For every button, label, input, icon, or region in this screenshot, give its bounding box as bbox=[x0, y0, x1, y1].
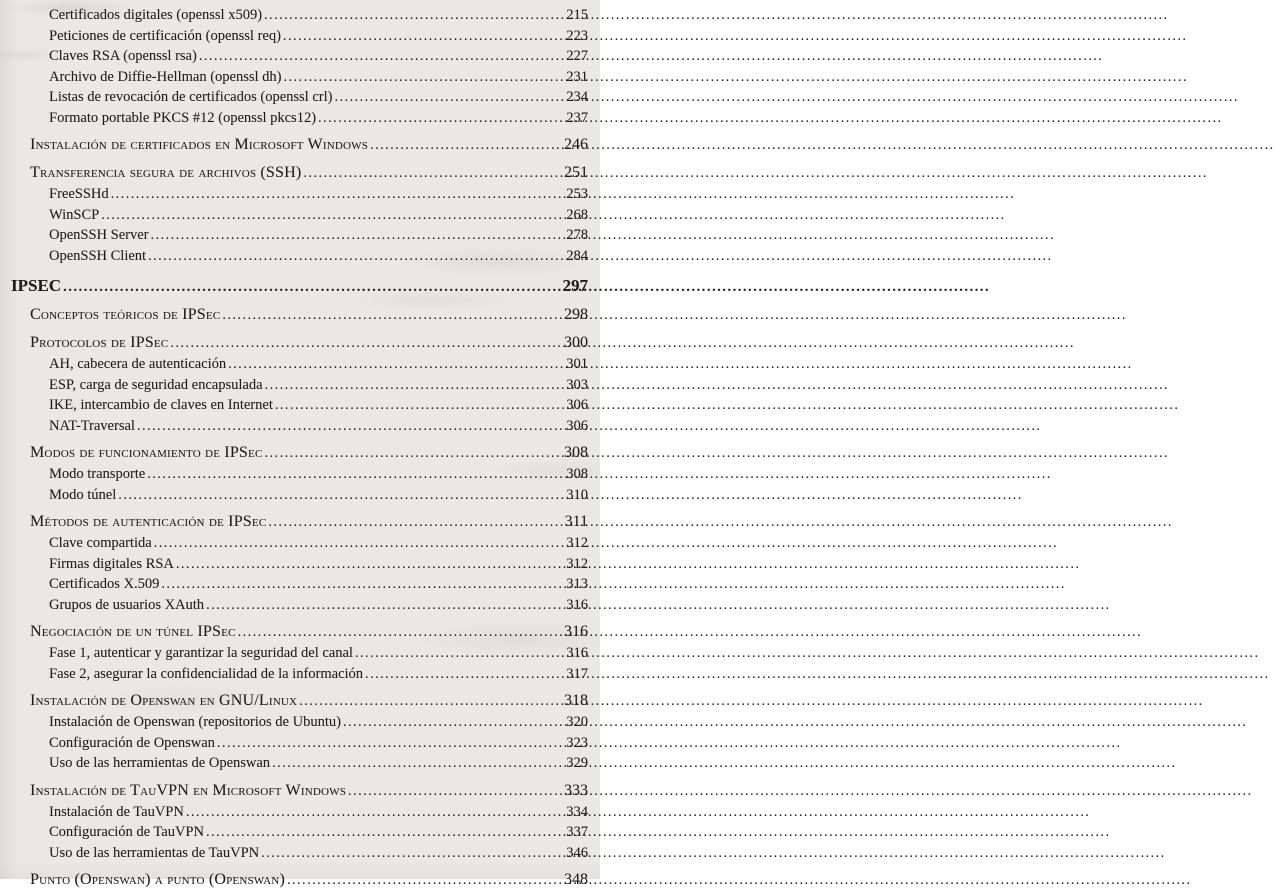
toc-entry-label: Archivo de Diffie-Hellman (openssl dh) bbox=[49, 68, 282, 85]
toc-entry bbox=[0, 134, 588, 156]
toc-entry-label: Instalación de certificados en Microsoft Windows bbox=[30, 136, 369, 153]
toc-entry-page: 234 bbox=[566, 89, 588, 105]
toc-entry bbox=[0, 574, 588, 595]
toc-leader-dots bbox=[281, 67, 566, 88]
toc-leader-dots bbox=[184, 802, 566, 823]
toc-entry-page: 323 bbox=[566, 734, 588, 751]
toc-entry-label: Grupos de usuarios XAuth bbox=[49, 596, 205, 613]
toc-leader-dots bbox=[368, 135, 558, 156]
toc-entry-label: OpenSSH Client bbox=[49, 247, 147, 264]
toc-entry bbox=[0, 304, 588, 326]
toc-entry-label: OpenSSH Server bbox=[49, 227, 149, 243]
toc-entry-label: Fase 1, autenticar y garantizar la seguridad del canal bbox=[49, 645, 353, 661]
toc-entry bbox=[0, 533, 588, 554]
toc-entry bbox=[0, 375, 588, 396]
toc-entry-label: FreeSSHd bbox=[49, 186, 109, 202]
toc-entry bbox=[0, 108, 588, 129]
book-page bbox=[0, 0, 600, 888]
toc-entry bbox=[0, 869, 588, 891]
toc-entry-label: Claves RSA (openssl rsa) bbox=[49, 48, 197, 64]
toc-entry bbox=[0, 395, 588, 416]
toc-entry bbox=[0, 511, 588, 533]
toc-entry bbox=[0, 712, 588, 733]
toc-entry-page: 316 bbox=[566, 596, 588, 613]
toc-entry bbox=[0, 733, 588, 754]
toc-entry-label: Instalación de TauVPN bbox=[49, 803, 184, 820]
toc-entry-label: Uso de las herramientas de TauVPN bbox=[49, 844, 260, 861]
toc-entry-page: 333 bbox=[564, 781, 588, 799]
toc-entry bbox=[0, 822, 588, 843]
toc-entry bbox=[0, 5, 588, 26]
toc-leader-dots bbox=[109, 184, 567, 205]
toc-entry-page: 334 bbox=[566, 803, 588, 820]
toc-entry-page: 251 bbox=[564, 164, 588, 181]
toc-entry-page: 310 bbox=[566, 486, 588, 503]
toc-entry-page: 320 bbox=[566, 714, 588, 730]
toc-entry-page: 303 bbox=[566, 376, 588, 393]
toc-entry-label: Modo túnel bbox=[49, 486, 117, 503]
toc-entry-page: 308 bbox=[564, 444, 588, 461]
toc-entry-page: 215 bbox=[566, 7, 588, 23]
toc-entry-label: Fase 2, asegurar la confidencialidad de la información bbox=[49, 665, 364, 682]
toc-entry-label: Métodos de autenticación de IPSec bbox=[30, 513, 267, 530]
toc-entry-label: Formato portable PKCS #12 (openssl pkcs12) bbox=[49, 109, 317, 126]
toc-entry-label: NAT-Traversal bbox=[49, 417, 135, 434]
toc-entry-page: 231 bbox=[566, 68, 588, 85]
toc-entry-page: 317 bbox=[566, 665, 588, 682]
toc-leader-dots bbox=[273, 395, 566, 416]
toc-entry-label: Clave compartida bbox=[49, 535, 152, 551]
toc-entry bbox=[0, 643, 588, 664]
toc-entry-page: 284 bbox=[566, 247, 588, 264]
toc-entry-page: 268 bbox=[566, 206, 588, 223]
toc-leader-dots bbox=[215, 733, 566, 754]
toc-entry-page: 311 bbox=[564, 513, 588, 530]
toc-entry bbox=[0, 621, 588, 643]
toc-leader-dots bbox=[135, 416, 566, 437]
toc-entry bbox=[0, 225, 588, 246]
toc-entry-page: 316 bbox=[566, 645, 588, 661]
toc-entry-page: 246 bbox=[564, 136, 588, 153]
toc-leader-dots bbox=[116, 485, 566, 506]
toc-entry bbox=[0, 87, 588, 108]
toc-entry-page: 337 bbox=[566, 824, 588, 840]
toc-leader-dots bbox=[301, 163, 558, 184]
toc-entry-page: 237 bbox=[566, 109, 588, 126]
toc-leader-dots bbox=[204, 595, 566, 616]
toc-entry-page: 253 bbox=[566, 186, 588, 202]
toc-leader-dots bbox=[263, 375, 567, 396]
toc-leader-dots bbox=[363, 664, 566, 685]
toc-entry bbox=[0, 332, 588, 354]
toc-entry-page: 300 bbox=[564, 334, 588, 351]
toc-entry-label: Transferencia segura de archivos (SSH) bbox=[30, 164, 302, 181]
toc-entry-label: Instalación de Openswan en GNU/Linux bbox=[30, 692, 298, 709]
toc-entry-label: Listas de revocación de certificados (openssl crl) bbox=[49, 89, 333, 105]
toc-entry bbox=[0, 802, 588, 823]
toc-entry-page: 306 bbox=[566, 397, 588, 413]
toc-entry bbox=[0, 354, 588, 375]
toc-leader-dots bbox=[297, 691, 558, 712]
toc-entry-label: Conceptos teóricos de IPSec bbox=[30, 306, 221, 323]
toc-entry bbox=[0, 416, 588, 437]
toc-entry bbox=[0, 464, 588, 485]
toc-entry-page: 297 bbox=[562, 276, 588, 295]
toc-leader-dots bbox=[262, 5, 566, 26]
toc-entry-label: Punto (Openswan) a punto (Openswan) bbox=[30, 871, 285, 888]
toc-entry-label: IPSEC bbox=[11, 276, 62, 295]
toc-leader-dots bbox=[353, 643, 566, 664]
toc-entry bbox=[0, 554, 588, 575]
toc-entry-label: Protocolos de IPSec bbox=[30, 334, 169, 351]
toc-entry-page: 348 bbox=[564, 871, 588, 888]
toc-leader-dots bbox=[168, 333, 558, 354]
toc-entry bbox=[0, 664, 588, 685]
toc-entry bbox=[0, 67, 588, 88]
toc-entry-label: Configuración de TauVPN bbox=[49, 824, 204, 840]
toc-leader-dots bbox=[159, 574, 566, 595]
toc-entry-page: 298 bbox=[564, 306, 588, 323]
toc-entry bbox=[0, 162, 588, 184]
toc-leader-dots bbox=[236, 622, 558, 643]
toc-leader-dots bbox=[220, 305, 558, 326]
toc-entry bbox=[0, 843, 588, 864]
toc-entry-label: Uso de las herramientas de Openswan bbox=[49, 755, 271, 771]
toc-leader-dots bbox=[285, 870, 558, 891]
toc-leader-dots bbox=[341, 712, 566, 733]
toc-entry-page: 346 bbox=[566, 844, 588, 861]
toc-leader-dots bbox=[332, 87, 566, 108]
toc-entry-label: Instalación de Openswan (repositorios de Ubuntu) bbox=[49, 714, 341, 730]
toc-entry-label: Instalación de TauVPN en Microsoft Windows bbox=[30, 781, 347, 799]
toc-entry bbox=[0, 690, 588, 712]
toc-leader-dots bbox=[259, 843, 566, 864]
toc-entry bbox=[0, 275, 588, 298]
toc-leader-dots bbox=[270, 753, 566, 774]
toc-entry-label: Firmas digitales RSA bbox=[49, 555, 174, 572]
toc-entry bbox=[0, 205, 588, 226]
toc-entry-label: Configuración de Openswan bbox=[49, 734, 215, 751]
toc-entry-page: 318 bbox=[564, 692, 588, 709]
toc-entry-page: 306 bbox=[566, 417, 588, 434]
toc-entry bbox=[0, 184, 588, 205]
toc-entry-page: 278 bbox=[566, 227, 588, 243]
toc-entry bbox=[0, 753, 588, 774]
toc-leader-dots bbox=[148, 225, 566, 246]
toc-entry-page: 308 bbox=[566, 466, 588, 482]
toc-leader-dots bbox=[346, 781, 558, 802]
toc-leader-dots bbox=[281, 26, 566, 47]
toc-entry-page: 313 bbox=[566, 576, 588, 592]
toc-entry-page: 223 bbox=[566, 27, 588, 44]
toc-entry-label: Certificados digitales (openssl x509) bbox=[49, 7, 263, 23]
toc-entry-label: Negociación de un túnel IPSec bbox=[30, 623, 236, 640]
toc-leader-dots bbox=[145, 464, 566, 485]
toc-entry bbox=[0, 46, 588, 67]
toc-entry-label: WinSCP bbox=[49, 206, 100, 223]
toc-leader-dots bbox=[152, 533, 567, 554]
toc-entry-page: 227 bbox=[566, 48, 588, 64]
toc-entry-page: 312 bbox=[566, 555, 588, 572]
toc-entry-page: 329 bbox=[566, 755, 588, 771]
toc-entry bbox=[0, 442, 588, 464]
toc-entry-label: Modo transporte bbox=[49, 466, 146, 482]
toc-leader-dots bbox=[61, 276, 556, 298]
toc-entry-label: Certificados X.509 bbox=[49, 576, 160, 592]
toc-entry bbox=[0, 485, 588, 506]
toc-leader-dots bbox=[316, 108, 566, 129]
toc-entry-page: 301 bbox=[566, 356, 588, 372]
toc-entry bbox=[0, 246, 588, 267]
toc-entry-label: ESP, carga de seguridad encapsulada bbox=[49, 376, 263, 393]
toc-entry-label: Peticiones de certificación (openssl req) bbox=[49, 27, 281, 44]
toc-entry-page: 312 bbox=[566, 535, 588, 551]
toc-leader-dots bbox=[226, 354, 566, 375]
toc-leader-dots bbox=[99, 205, 566, 226]
toc-leader-dots bbox=[263, 443, 559, 464]
toc-leader-dots bbox=[204, 822, 566, 843]
toc-entry bbox=[0, 595, 588, 616]
toc-entry-label: IKE, intercambio de claves en Internet bbox=[49, 397, 273, 413]
toc-leader-dots bbox=[197, 46, 566, 67]
toc-leader-dots bbox=[146, 246, 566, 267]
toc-leader-dots bbox=[266, 512, 558, 533]
toc-entry-label: Modos de funcionamiento de IPSec bbox=[30, 444, 263, 461]
toc-entry-page: 316 bbox=[564, 623, 588, 640]
toc-leader-dots bbox=[174, 554, 566, 575]
toc-entry bbox=[0, 780, 588, 802]
toc-entry-label: AH, cabecera de autenticación bbox=[49, 356, 227, 372]
toc-list bbox=[0, 0, 600, 891]
toc-entry bbox=[0, 26, 588, 47]
